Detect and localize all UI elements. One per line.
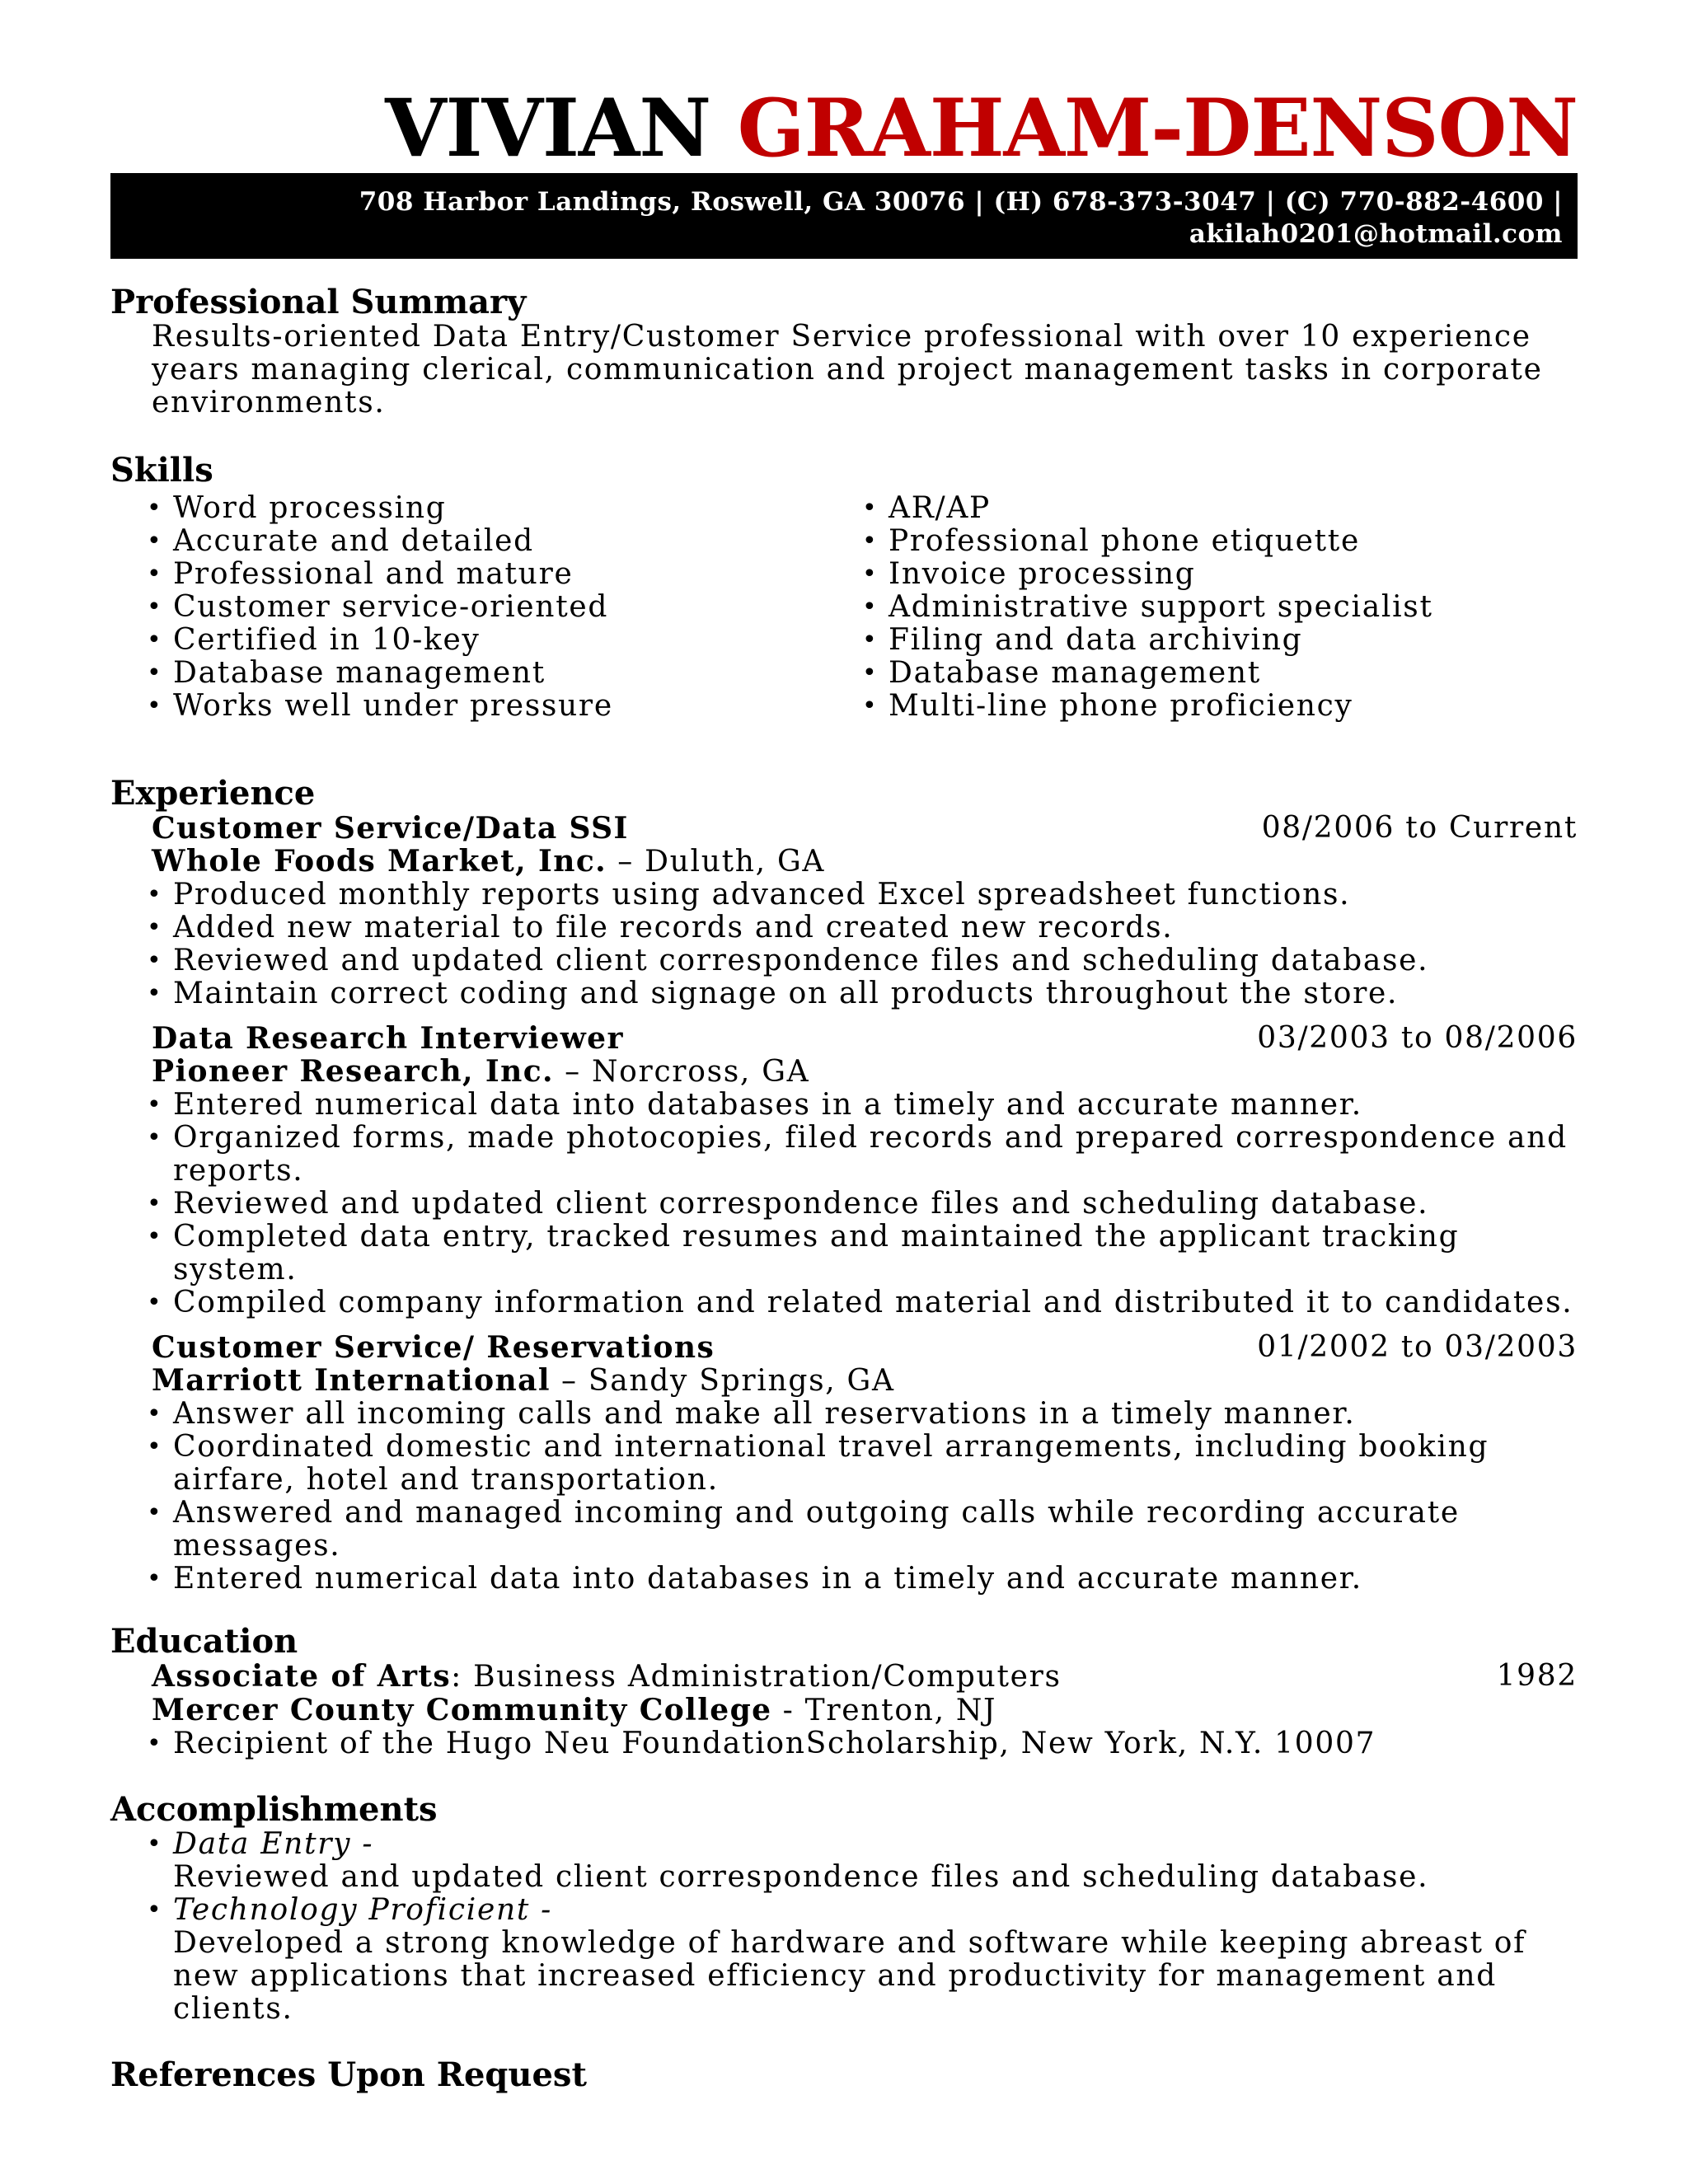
job-company-line — [110, 1364, 1578, 1398]
job-duties — [110, 879, 1578, 1010]
list-item: • Recipient of the Hugo Neu FoundationScholarship, New York, N.Y. 10007 — [147, 1727, 1376, 1760]
job-title: Customer Service/Data SSI — [152, 811, 629, 846]
list-item: • Professional phone etiquette — [862, 524, 1360, 558]
job-header — [110, 1022, 1578, 1055]
accomplishment-text: Developed a strong knowledge of hardware and software while keeping abreast of new applications that increased efficiency and productivity for management and clients. — [173, 1926, 1526, 2026]
job-title: Customer Service/ Reservations — [152, 1330, 715, 1365]
company-location: – Sandy Springs, GA — [550, 1364, 895, 1398]
list-item: • Database management — [147, 656, 546, 690]
references-heading: References Upon Request — [110, 2055, 587, 2094]
list-item: • Entered numerical data into databases in a timely and accurate manner. — [147, 1562, 1362, 1596]
accomplishment-label: Data Entry - — [173, 1827, 374, 1861]
list-item: • Word processing — [147, 491, 447, 525]
list-item: • Coordinated domestic and international travel arrangements, including booking airfare, hotel and transportation. — [147, 1430, 1489, 1497]
degree-line — [110, 1660, 1578, 1694]
list-item: • AR/AP — [862, 491, 991, 525]
summary-heading: Professional Summary — [110, 283, 527, 321]
contact-bar — [110, 173, 1578, 259]
school-name: Mercer County Community College — [152, 1693, 772, 1727]
job-entry — [110, 1022, 1578, 1319]
list-item: • Reviewed and updated client correspondence files and scheduling database. — [147, 944, 1429, 977]
list-item: • Produced monthly reports using advanced Excel spreadsheet functions. — [147, 878, 1351, 912]
company-name: Pioneer Research, Inc. — [152, 1054, 554, 1089]
job-duties — [110, 1089, 1578, 1319]
job-dates: 08/2006 to Current — [1261, 811, 1578, 845]
list-item: • Invoice processing — [862, 557, 1196, 591]
experience-heading: Experience — [110, 774, 316, 813]
candidate-name — [110, 84, 1578, 173]
list-item: • Answered and managed incoming and outgoing calls while recording accurate messages. — [147, 1496, 1460, 1563]
job-dates: 01/2002 to 03/2003 — [1257, 1330, 1578, 1364]
list-item: • Certified in 10-key — [147, 623, 481, 657]
accomplishment-label: Technology Proficient - — [173, 1893, 553, 1927]
list-item: • Reviewed and updated client correspondence files and scheduling database. — [147, 1187, 1429, 1221]
list-item: • Completed data entry, tracked resumes and maintained the applicant tracking system. — [147, 1220, 1460, 1286]
contact-email: akilah0201@hotmail.com — [1189, 219, 1563, 249]
job-header — [110, 1331, 1578, 1364]
list-item: • Accurate and detailed — [147, 524, 534, 558]
resume-page — [110, 0, 1578, 2093]
education-heading: Education — [110, 1622, 298, 1661]
skills-list — [110, 492, 1578, 723]
list-item: • Filing and data archiving — [862, 623, 1303, 657]
list-item: • Compiled company information and related material and distributed it to candidates. — [147, 1286, 1573, 1319]
job-entry — [110, 1331, 1578, 1596]
accomplishments-list — [110, 1828, 1578, 2026]
skills-left-column — [110, 492, 826, 723]
list-item: • Technology Proficient - Developed a strong knowledge of hardware and software while keeping abreast of new applications that increased efficiency and productivity for management and clients. — [147, 1893, 1526, 2026]
skills-right-column — [826, 492, 1541, 723]
last-name: GRAHAM-DENSON — [737, 82, 1578, 175]
education-details — [110, 1727, 1578, 1760]
school-location: - Trenton, NJ — [771, 1694, 997, 1727]
accomplishment-text: Reviewed and updated client correspondence files and scheduling database. — [173, 1860, 1429, 1894]
list-item: • Organized forms, made photocopies, filed records and prepared correspondence and reports. — [147, 1121, 1568, 1188]
job-company-line — [110, 845, 1578, 879]
accomplishments-heading: Accomplishments — [110, 1790, 438, 1829]
list-item: • Professional and mature — [147, 557, 574, 591]
job-title: Data Research Interviewer — [152, 1021, 624, 1056]
school-line — [110, 1694, 1578, 1727]
company-location: – Duluth, GA — [607, 845, 826, 879]
skills-heading: Skills — [110, 451, 213, 490]
job-company-line — [110, 1055, 1578, 1089]
job-header — [110, 812, 1578, 845]
first-name: VIVIAN — [385, 82, 711, 175]
list-item: • Added new material to file records and created new records. — [147, 911, 1174, 944]
summary-text: Results-oriented Data Entry/Customer Service professional with over 10 experience years managing clerical, communication and project management tasks in corporate environments. — [152, 320, 1543, 419]
graduation-year: 1982 — [1496, 1659, 1578, 1693]
company-name: Whole Foods Market, Inc. — [152, 844, 607, 879]
list-item: • Customer service-oriented — [147, 590, 609, 624]
job-entry — [110, 812, 1578, 1010]
list-item: • Multi-line phone proficiency — [862, 689, 1353, 723]
list-item: • Entered numerical data into databases in a timely and accurate manner. — [147, 1088, 1362, 1122]
company-name: Marriott International — [152, 1363, 551, 1398]
contact-address-phones: 708 Harbor Landings, Roswell, GA 30076 | (H) 678-373-3047 | (C) 770-882-4600 | — [359, 187, 1563, 217]
list-item: • Maintain correct coding and signage on all products throughout the store. — [147, 977, 1399, 1010]
list-item: • Answer all incoming calls and make all reservations in a timely manner. — [147, 1397, 1356, 1431]
job-duties — [110, 1398, 1578, 1596]
company-location: – Norcross, GA — [553, 1055, 810, 1089]
list-item: • Database management — [862, 656, 1261, 690]
list-item: • Works well under pressure — [147, 689, 613, 723]
degree-name: Associate of Arts — [152, 1659, 452, 1694]
list-item: • Data Entry - Reviewed and updated client correspondence files and scheduling database. — [147, 1827, 1429, 1894]
job-dates: 03/2003 to 08/2006 — [1257, 1021, 1578, 1055]
degree-field: : Business Administration/Computers — [451, 1660, 1062, 1694]
list-item: • Administrative support specialist — [862, 590, 1433, 624]
